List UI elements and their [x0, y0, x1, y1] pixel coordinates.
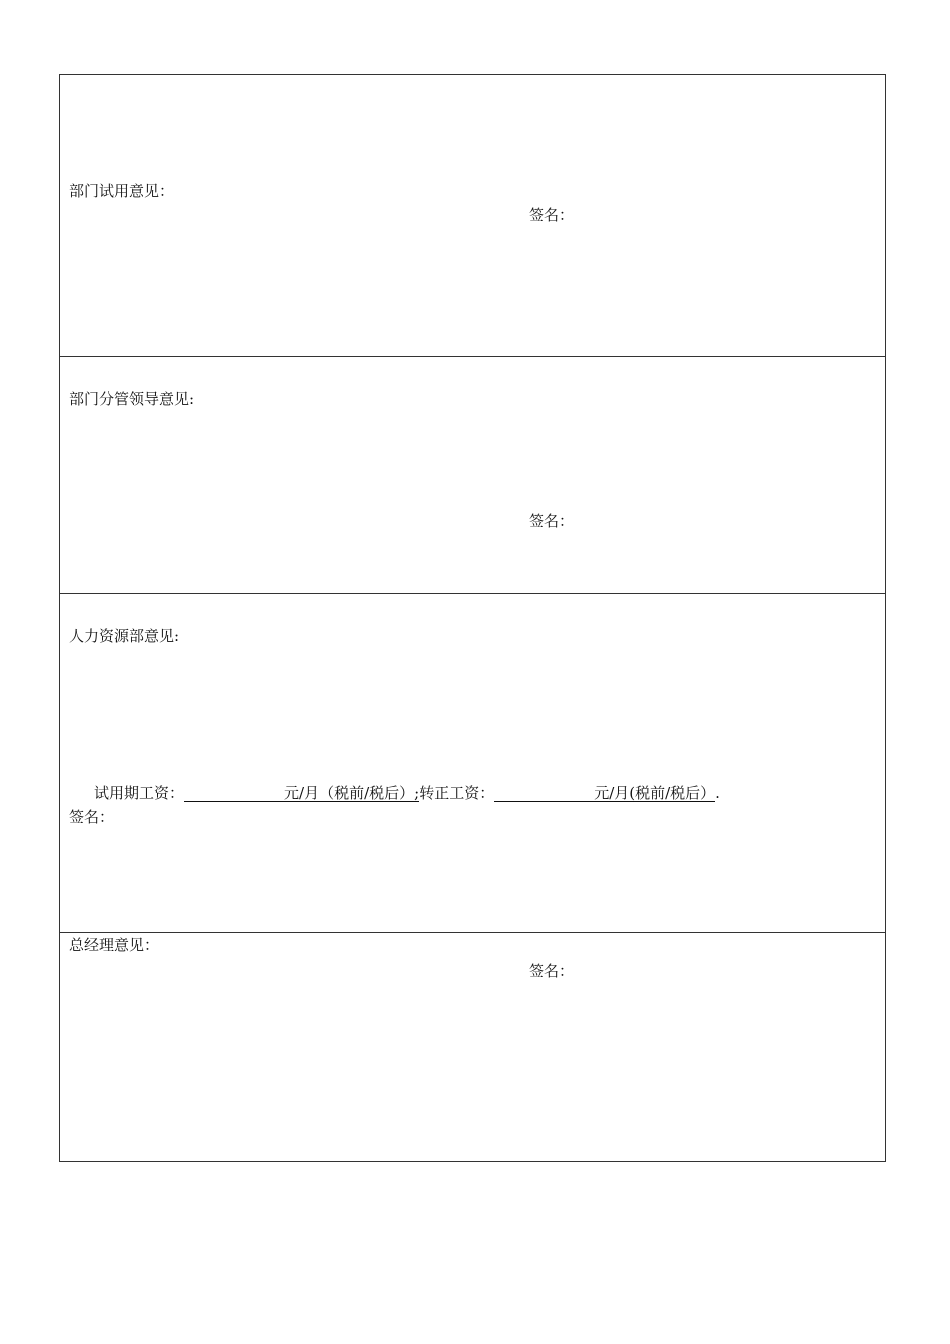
hr-opinion-section	[60, 593, 885, 933]
regular-wage-label: 转正工资：	[419, 784, 495, 802]
trial-wage-label: 试用期工资：	[94, 784, 185, 802]
wage-separator: ;	[414, 784, 420, 802]
dept-leader-signature-label: 签名：	[529, 512, 575, 530]
dept-leader-opinion-label: 部门分管领导意见:	[69, 390, 195, 408]
approval-form-table	[59, 74, 886, 1162]
hr-signature-label: 签名：	[69, 808, 115, 826]
gm-signature-label: 签名：	[529, 962, 575, 980]
wage-line	[94, 784, 720, 802]
gm-opinion-section	[60, 932, 885, 1163]
gm-opinion-label: 总经理意见：	[69, 936, 160, 954]
dept-trial-opinion-section	[60, 75, 885, 357]
trial-wage-blank	[184, 784, 284, 798]
dept-trial-signature-label: 签名：	[529, 206, 575, 224]
regular-wage-unit: 元/月(税前/税后）	[594, 784, 716, 802]
dept-leader-opinion-section	[60, 356, 885, 594]
regular-wage-field[interactable]	[494, 784, 715, 802]
trial-wage-unit: 元/月（税前/税后）	[284, 784, 415, 802]
dept-trial-opinion-label: 部门试用意见：	[69, 182, 175, 200]
regular-wage-blank	[494, 784, 594, 798]
hr-opinion-label: 人力资源部意见:	[69, 627, 180, 645]
trial-wage-field[interactable]	[184, 784, 419, 802]
wage-end-mark: .	[715, 784, 720, 802]
